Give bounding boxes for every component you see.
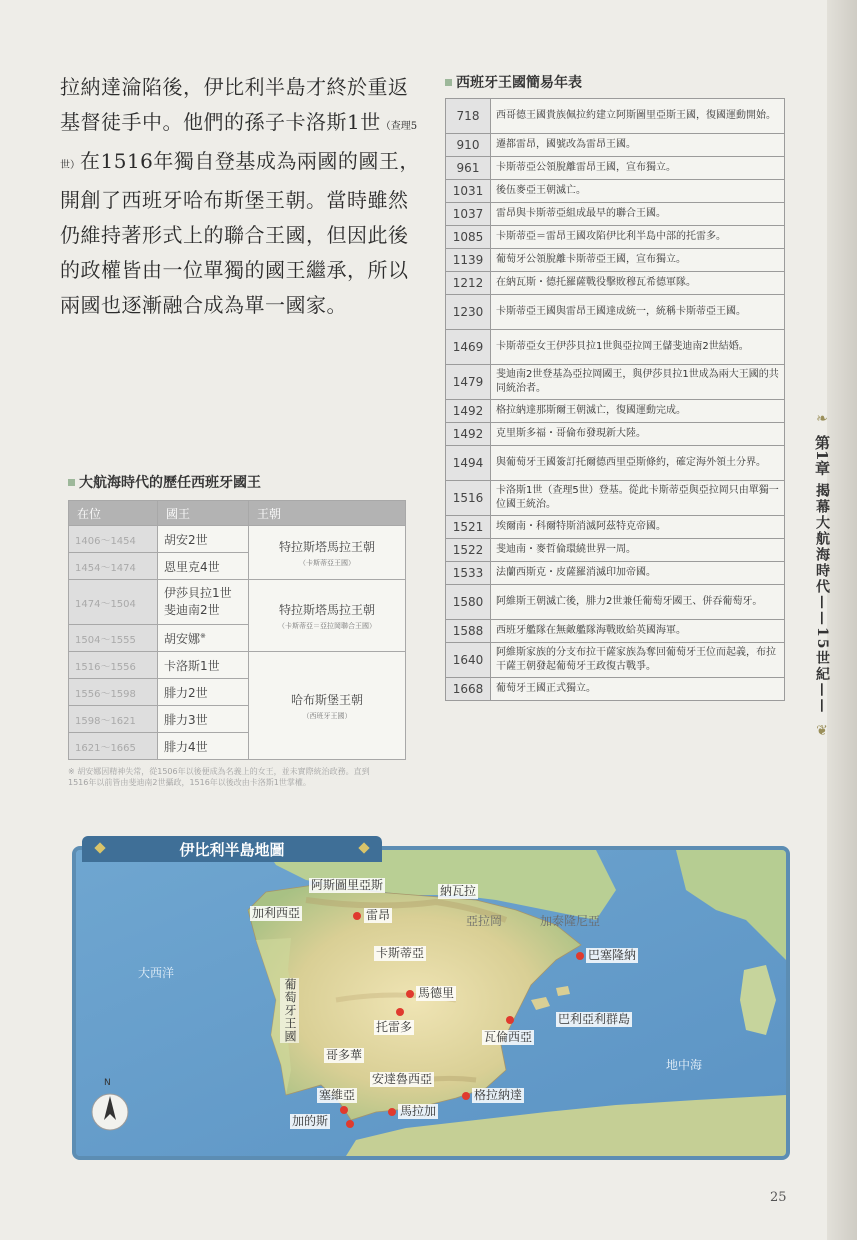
king-cell: 胡安2世: [158, 526, 249, 553]
event-cell: 卡洛斯1世（查理5世）登基。從此卡斯蒂亞與亞拉岡只由單獨一位國王統治。: [491, 481, 785, 516]
year-cell: 1494: [446, 446, 491, 481]
city-dot: [396, 1008, 404, 1016]
table-row: [446, 516, 785, 539]
king-cell: 胡安娜※: [158, 625, 249, 652]
king-cell: 卡洛斯1世: [158, 652, 249, 679]
year-cell: 1533: [446, 562, 491, 585]
event-cell: 埃爾南・科爾特斯消滅阿茲特克帝國。: [491, 516, 785, 539]
year-cell: 961: [446, 157, 491, 180]
table-row: [446, 620, 785, 643]
label-cadiz: 加的斯: [292, 1114, 329, 1128]
square-bullet-icon: [68, 479, 75, 486]
event-cell: 卡斯蒂亞公領脫離雷昂王國，宣布獨立。: [491, 157, 785, 180]
chapter-title: 揭幕大航海時代——15世紀——: [814, 483, 830, 715]
year-cell: 1139: [446, 249, 491, 272]
table-row: [446, 226, 785, 249]
map-title: 伊比利半島地圖: [179, 840, 285, 859]
label-mediterranean: 地中海: [666, 1058, 703, 1072]
dynasty-cell: 特拉斯塔馬拉王朝 （卡斯蒂亞王國）: [249, 526, 406, 580]
year-cell: 1479: [446, 365, 491, 400]
kings-table: [68, 500, 406, 760]
label-leon: 雷昂: [366, 908, 391, 922]
table-row: [446, 365, 785, 400]
year-cell: 1230: [446, 295, 491, 330]
event-cell: 後伍麥亞王朝滅亡。: [491, 180, 785, 203]
label-barcelona: 巴塞隆納: [588, 948, 637, 962]
timeline-title-text: 西班牙王國簡易年表: [456, 75, 582, 91]
table-row: [446, 481, 785, 516]
period-cell: 1454～1474: [69, 553, 158, 580]
event-cell: 卡斯蒂亞王國與雷昂王國達成統一，統稱卡斯蒂亞王國。: [491, 295, 785, 330]
event-cell: 遷都雷昂，國號改為雷昂王國。: [491, 134, 785, 157]
city-dot: [406, 990, 414, 998]
kings-title: [68, 472, 408, 492]
event-cell: 西班牙艦隊在無敵艦隊海戰敗給英國海軍。: [491, 620, 785, 643]
label-madrid: 馬德里: [418, 986, 455, 1000]
period-cell: 1406～1454: [69, 526, 158, 553]
city-dot: [388, 1108, 396, 1116]
chapter-label: 第1章: [813, 435, 831, 476]
year-cell: 1516: [446, 481, 491, 516]
event-cell: 與葡萄牙王國簽訂托爾德西里亞斯條約，確定海外領土分界。: [491, 446, 785, 481]
square-bullet-icon: [445, 79, 452, 86]
label-aragon: 亞拉岡: [466, 914, 503, 928]
event-cell: 阿維斯家族的分支布拉干薩家族為奪回葡萄牙王位而起義，布拉干薩王朝發起葡萄牙王政復古戰爭。: [491, 643, 785, 678]
label-castile: 卡斯蒂亞: [376, 946, 425, 960]
table-row: [446, 99, 785, 134]
period-cell: 1504～1555: [69, 625, 158, 652]
page-number: 25: [770, 1190, 787, 1205]
period-cell: 1556～1598: [69, 679, 158, 706]
label-balearic: 巴利亞利群島: [558, 1012, 631, 1026]
label-catalonia: 加泰隆尼亞: [540, 914, 601, 928]
year-cell: 1580: [446, 585, 491, 620]
king-cell: 腓力3世: [158, 706, 249, 733]
table-row: [446, 562, 785, 585]
king-cell: 恩里克4世: [158, 553, 249, 580]
intro-paragraph: [60, 70, 420, 323]
chapter-strip: [812, 408, 832, 741]
event-cell: 葡萄牙王國正式獨立。: [491, 678, 785, 701]
header-period: 在位: [69, 501, 158, 526]
diamond-icon: [94, 842, 105, 853]
event-cell: 斐迪南・麥哲倫環繞世界一周。: [491, 539, 785, 562]
label-andalusia: 安達魯西亞: [372, 1072, 433, 1086]
event-cell: 阿維斯王朝滅亡後，腓力2世兼任葡萄牙國王、併吞葡萄牙。: [491, 585, 785, 620]
year-cell: 910: [446, 134, 491, 157]
event-cell: 雷昂與卡斯蒂亞組成最早的聯合王國。: [491, 203, 785, 226]
kings-section: [68, 472, 408, 788]
timeline-table: [445, 98, 785, 701]
event-cell: 葡萄牙公領脫離卡斯蒂亞王國，宣布獨立。: [491, 249, 785, 272]
event-cell: 西哥德王國貴族佩拉約建立阿斯圖里亞斯王國，復國運動開始。: [491, 99, 785, 134]
label-navarra: 納瓦拉: [440, 884, 477, 898]
table-row: [446, 539, 785, 562]
table-row: [446, 330, 785, 365]
iberia-map: [72, 846, 790, 1160]
city-dot: [346, 1120, 354, 1128]
table-row: [446, 585, 785, 620]
intro-text-1: 拉納達淪陷後，伊比利半島才終於重返基督徒手中。他們的孫子卡洛斯1世: [60, 75, 409, 134]
table-row: [446, 157, 785, 180]
kings-title-text: 大航海時代的歷任西班牙國王: [79, 475, 261, 491]
event-cell: 格拉納達那斯爾王朝滅亡，復國運動完成。: [491, 400, 785, 423]
table-row: [446, 295, 785, 330]
year-cell: 1031: [446, 180, 491, 203]
event-cell: 卡斯蒂亞女王伊莎貝拉1世與亞拉岡王儲斐迪南2世結婚。: [491, 330, 785, 365]
label-asturias: 阿斯圖里亞斯: [311, 878, 384, 892]
year-cell: 1668: [446, 678, 491, 701]
header-king: 國王: [158, 501, 249, 526]
dynasty-cell: 哈布斯堡王朝 （西班牙王國）: [249, 652, 406, 760]
city-dot: [462, 1092, 470, 1100]
year-cell: 1085: [446, 226, 491, 249]
header-dynasty: 王朝: [249, 501, 406, 526]
dynasty-cell: 特拉斯塔馬拉王朝 （卡斯蒂亞＝亞拉岡聯合王國）: [249, 580, 406, 652]
table-row: [446, 249, 785, 272]
compass-icon: [92, 1094, 128, 1130]
year-cell: 1588: [446, 620, 491, 643]
event-cell: 法蘭西斯克・皮薩羅消滅印加帝國。: [491, 562, 785, 585]
intro-ref: （查理5世）: [60, 121, 418, 171]
event-cell: 卡斯蒂亞＝雷昂王國攻陷伊比利半島中部的托雷多。: [491, 226, 785, 249]
label-seville: 塞維亞: [319, 1088, 356, 1102]
table-row: [446, 446, 785, 481]
period-cell: 1474～1504: [69, 580, 158, 625]
ornament-icon: ❧: [816, 411, 828, 427]
label-valencia: 瓦倫西亞: [484, 1030, 533, 1044]
city-dot: [353, 912, 361, 920]
year-cell: 1521: [446, 516, 491, 539]
king-cell: 腓力4世: [158, 733, 249, 760]
label-cordoba: 哥多華: [326, 1048, 363, 1062]
timeline-section: [445, 72, 785, 701]
label-malaga: 馬拉加: [400, 1104, 437, 1118]
year-cell: 1640: [446, 643, 491, 678]
city-dot: [576, 952, 584, 960]
table-row: [446, 180, 785, 203]
kings-footnote: ※ 胡安娜因精神失常，從1506年以後便成為名義上的女王，並未實際統治政務。直到1516年以前皆由斐迪南2世攝政，1516年以後改由卡洛斯1世掌權。: [68, 767, 370, 787]
label-portugal: 葡萄牙王國: [280, 978, 299, 1043]
diamond-icon: [358, 842, 369, 853]
year-cell: 718: [446, 99, 491, 134]
compass-label: N: [104, 1078, 111, 1088]
year-cell: 1037: [446, 203, 491, 226]
label-granada: 格拉納達: [474, 1088, 523, 1102]
year-cell: 1492: [446, 423, 491, 446]
year-cell: 1212: [446, 272, 491, 295]
event-cell: 斐迪南2世登基為亞拉岡國王，與伊莎貝拉1世成為兩大王國的共同統治者。: [491, 365, 785, 400]
table-row: [446, 400, 785, 423]
table-row: [69, 580, 406, 625]
event-cell: 在納瓦斯・德托羅薩戰役擊敗穆瓦希德軍隊。: [491, 272, 785, 295]
label-atlantic: 大西洋: [138, 966, 175, 980]
intro-text-2: 在1516年獨自登基成為兩國的國王，開創了西班牙哈布斯堡王朝。當時雖然仍維持著形式上的聯合王國，但因此後的政權皆由一位單獨的國王繼承，所以兩國也逐漸融合成為單一國家。: [60, 149, 420, 317]
year-cell: 1492: [446, 400, 491, 423]
king-cell: 伊莎貝拉1世 斐迪南2世: [158, 580, 249, 625]
label-toledo: 托雷多: [376, 1020, 413, 1034]
table-row: [446, 643, 785, 678]
ornament-icon: ❦: [816, 722, 828, 739]
table-row: [446, 423, 785, 446]
city-dot: [340, 1106, 348, 1114]
map-title-tab: [82, 836, 382, 862]
table-row: [446, 203, 785, 226]
year-cell: 1469: [446, 330, 491, 365]
table-row: [446, 134, 785, 157]
table-row: [446, 678, 785, 701]
period-cell: 1621～1665: [69, 733, 158, 760]
king-cell: 腓力2世: [158, 679, 249, 706]
period-cell: 1598～1621: [69, 706, 158, 733]
table-row: [69, 526, 406, 553]
table-row: [446, 272, 785, 295]
timeline-title: [445, 72, 785, 92]
table-row: [69, 652, 406, 679]
label-galicia: 加利西亞: [252, 906, 301, 920]
period-cell: 1516～1556: [69, 652, 158, 679]
city-dot: [506, 1016, 514, 1024]
year-cell: 1522: [446, 539, 491, 562]
event-cell: 克里斯多福・哥倫布發現新大陸。: [491, 423, 785, 446]
